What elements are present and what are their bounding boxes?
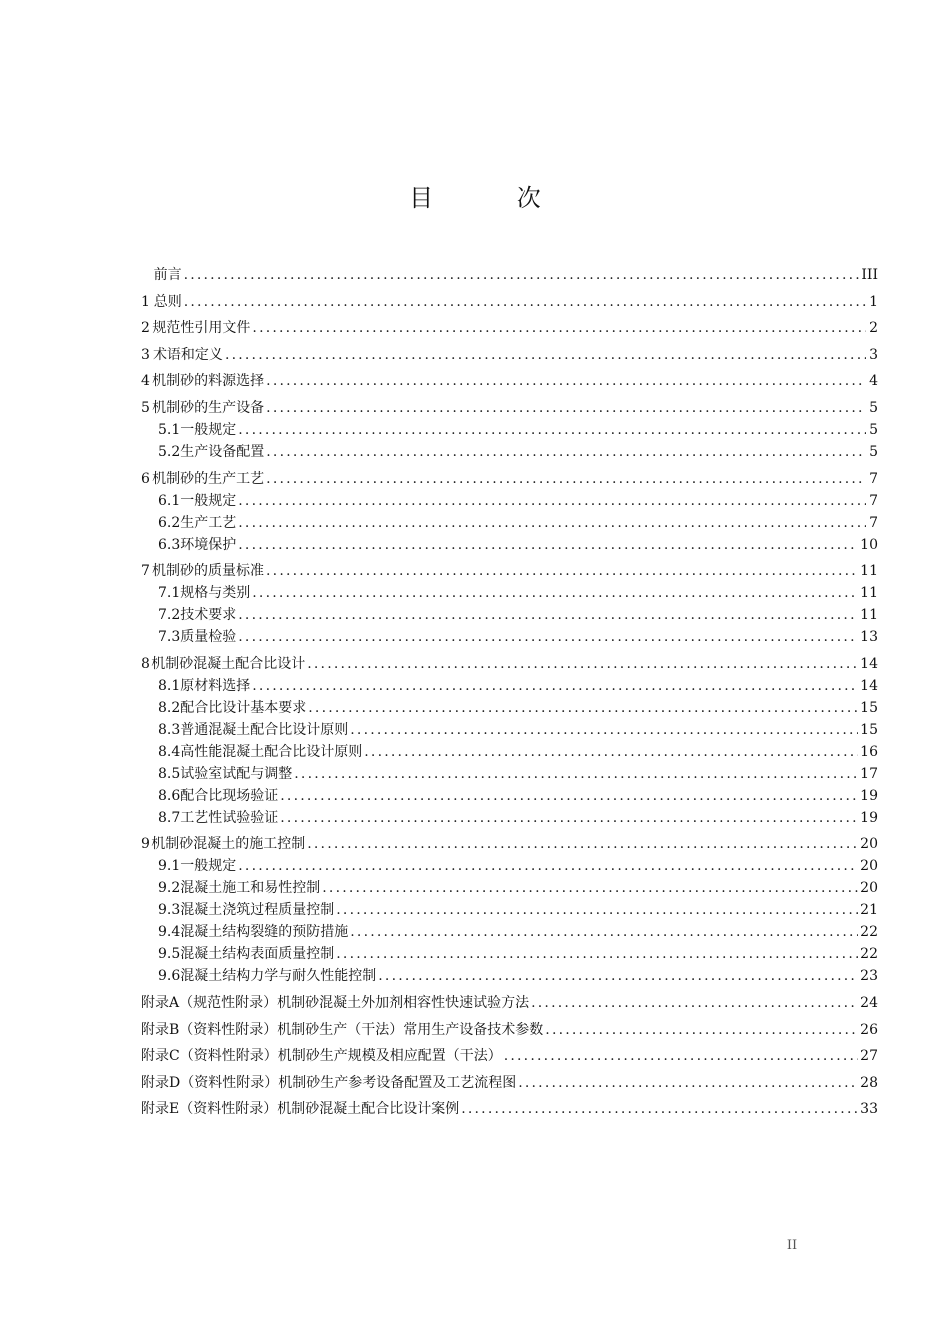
toc-entry[interactable] <box>141 783 878 805</box>
toc-entry[interactable] <box>141 695 878 717</box>
toc-entry-page: 11 <box>860 607 878 624</box>
toc-entry-page: 24 <box>860 994 878 1011</box>
toc-entry-label: 配合比设计基本要求 <box>180 699 307 716</box>
toc-entry-label: 前言 <box>153 267 182 283</box>
toc-entry[interactable] <box>141 532 878 554</box>
toc-entry-label: 机制砂生产规模及相应配置（干法） <box>277 1048 502 1065</box>
toc-entry[interactable] <box>141 673 878 695</box>
toc-entry-page: 11 <box>860 563 878 580</box>
toc-entry-label: 总则 <box>153 293 182 310</box>
toc-entry-label: 一般规定 <box>180 421 237 438</box>
toc-entry-page: 7 <box>869 470 878 487</box>
toc-entry[interactable] <box>141 624 878 646</box>
toc-entry[interactable] <box>141 466 878 488</box>
toc-entry-label: 一般规定 <box>180 858 237 875</box>
toc-entry-page: 19 <box>860 787 878 804</box>
toc-entry[interactable] <box>141 580 878 602</box>
toc-leader-dots <box>238 492 866 510</box>
toc-entry[interactable] <box>141 1070 878 1092</box>
toc-entry-label: 生产设备配置 <box>180 443 265 460</box>
toc-entry[interactable] <box>141 262 878 284</box>
toc-leader-dots <box>266 562 858 580</box>
toc-entry[interactable] <box>141 1096 878 1118</box>
toc-entry-number: 附录A（规范性附录） <box>141 994 278 1011</box>
toc-entry-page: 22 <box>860 946 878 963</box>
toc-entry-number: 3 <box>141 346 150 363</box>
toc-entry-label: 机制砂的生产设备 <box>152 399 265 416</box>
page-number: II <box>786 1238 798 1253</box>
toc-entry[interactable] <box>141 558 878 580</box>
toc-entry[interactable] <box>141 990 878 1012</box>
toc-leader-dots <box>225 346 866 364</box>
toc-entry-label: 机制砂混凝土配合比设计案例 <box>277 1101 460 1118</box>
toc-entry-page: 27 <box>860 1048 878 1065</box>
toc-entry-number: 7.1 <box>158 585 181 602</box>
toc-leader-dots <box>350 721 858 739</box>
toc-entry-label: 规格与类别 <box>180 585 251 602</box>
toc-leader-dots <box>308 699 858 717</box>
toc-entry[interactable] <box>141 510 878 532</box>
toc-entry-label: 高性能混凝土配合比设计原则 <box>180 743 363 760</box>
toc-entry[interactable] <box>141 717 878 739</box>
toc-leader-dots <box>280 809 858 827</box>
toc-entry-label: 机制砂混凝土的施工控制 <box>151 836 306 853</box>
toc-leader-dots <box>266 443 866 461</box>
toc-entry[interactable] <box>141 1043 878 1065</box>
toc-leader-dots <box>238 857 858 875</box>
toc-entry-page: 11 <box>860 585 878 602</box>
toc-leader-dots <box>238 628 858 646</box>
toc-entry[interactable] <box>141 831 878 853</box>
toc-leader-dots <box>280 787 858 805</box>
toc-entry[interactable] <box>141 488 878 510</box>
toc-entry-page: 20 <box>860 836 878 853</box>
toc-entry-number: 5.1 <box>158 421 181 438</box>
toc-entry-page: 5 <box>869 399 878 416</box>
toc-entry-page: 20 <box>860 880 878 897</box>
toc-leader-dots <box>322 879 858 897</box>
toc-leader-dots <box>184 293 866 311</box>
toc-leader-dots <box>531 994 858 1012</box>
toc-entry[interactable] <box>141 739 878 761</box>
toc-entry-label: 混凝土结构表面质量控制 <box>180 946 335 963</box>
toc-entry-page: 1 <box>869 293 878 310</box>
toc-leader-dots <box>238 606 858 624</box>
toc-leader-dots <box>238 514 866 532</box>
toc-leader-dots <box>350 923 858 941</box>
toc-entry-label: 机制砂生产参考设备配置及工艺流程图 <box>278 1074 517 1091</box>
toc-entry-number: 2 <box>141 320 150 337</box>
toc-entry[interactable] <box>141 761 878 783</box>
toc-leader-dots <box>307 835 858 853</box>
toc-entry[interactable] <box>141 853 878 875</box>
toc-entry-page: 5 <box>869 443 878 460</box>
toc-entry-number: 9.2 <box>158 880 181 897</box>
toc-leader-dots <box>545 1021 858 1039</box>
toc-entry-page: 7 <box>869 492 878 509</box>
table-of-contents <box>141 262 878 1118</box>
toc-entry-page: 16 <box>860 743 878 760</box>
toc-leader-dots <box>252 319 866 337</box>
toc-entry-label: 机制砂的料源选择 <box>152 373 265 390</box>
toc-entry-page: 3 <box>869 346 878 363</box>
toc-entry-page: 10 <box>860 536 878 553</box>
toc-entry-label: 技术要求 <box>180 607 237 624</box>
toc-leader-dots <box>252 584 858 602</box>
toc-leader-dots <box>266 470 866 488</box>
toc-entry-number: 8.2 <box>158 699 181 716</box>
toc-entry-number: 8.7 <box>158 809 181 826</box>
toc-entry-label: 生产工艺 <box>180 514 237 531</box>
toc-entry-number: 8 <box>141 655 150 672</box>
toc-entry-number: 1 <box>141 293 150 310</box>
toc-entry-page: 33 <box>860 1101 878 1118</box>
toc-entry-number: 9 <box>141 836 150 853</box>
toc-entry-label: 试验室试配与调整 <box>180 765 293 782</box>
toc-entry[interactable] <box>141 395 878 417</box>
toc-leader-dots <box>184 266 860 284</box>
toc-leader-dots <box>266 372 866 390</box>
toc-entry-number: 附录D（资料性附录） <box>141 1074 279 1091</box>
toc-entry-number: 8.4 <box>158 743 181 760</box>
toc-entry-label: 一般规定 <box>180 492 237 509</box>
toc-entry-label: 环境保护 <box>180 536 237 553</box>
toc-entry-page: 2 <box>869 320 878 337</box>
toc-entry-page: 17 <box>860 765 878 782</box>
toc-entry[interactable] <box>141 368 878 390</box>
toc-entry[interactable] <box>141 941 878 963</box>
toc-entry[interactable] <box>141 439 878 461</box>
toc-entry[interactable] <box>141 1017 878 1039</box>
toc-entry-number: 5 <box>141 399 150 416</box>
toc-entry-label: 普通混凝土配合比设计原则 <box>180 721 349 738</box>
toc-entry-number: 7.3 <box>158 629 181 646</box>
toc-entry-number: 附录C（资料性附录） <box>141 1048 278 1065</box>
toc-entry[interactable] <box>141 963 878 985</box>
toc-entry-label: 质量检验 <box>180 629 237 646</box>
toc-entry-number: 8.1 <box>158 677 181 694</box>
toc-entry[interactable] <box>141 342 878 364</box>
toc-entry-page: 7 <box>869 514 878 531</box>
toc-leader-dots <box>307 655 858 673</box>
toc-entry-label: 混凝土施工和易性控制 <box>180 880 321 897</box>
toc-entry-number: 9.4 <box>158 924 181 941</box>
toc-entry-number: 8.5 <box>158 765 181 782</box>
toc-entry-number: 9.6 <box>158 968 181 985</box>
toc-entry-page: 15 <box>860 699 878 716</box>
toc-entry-label: 混凝土结构裂缝的预防措施 <box>180 924 349 941</box>
toc-entry-label: 机制砂混凝土配合比设计 <box>151 655 306 672</box>
toc-entry-page: III <box>861 267 878 283</box>
toc-leader-dots <box>336 901 858 919</box>
toc-leader-dots <box>461 1100 858 1118</box>
toc-entry-page: 19 <box>860 809 878 826</box>
toc-entry[interactable] <box>141 417 878 439</box>
toc-entry-page: 13 <box>860 629 878 646</box>
toc-entry-label: 机制砂的生产工艺 <box>152 470 265 487</box>
toc-leader-dots <box>336 945 858 963</box>
toc-entry-label: 机制砂的质量标准 <box>152 563 265 580</box>
toc-entry-label: 混凝土结构力学与耐久性能控制 <box>180 968 377 985</box>
toc-entry-page: 26 <box>860 1021 878 1038</box>
toc-leader-dots <box>504 1047 858 1065</box>
toc-leader-dots <box>518 1074 858 1092</box>
toc-entry-number: 8.6 <box>158 787 181 804</box>
toc-entry-page: 4 <box>869 373 878 390</box>
toc-entry-label: 规范性引用文件 <box>152 320 251 337</box>
toc-entry[interactable] <box>141 602 878 624</box>
toc-entry-number: 9.5 <box>158 946 181 963</box>
toc-entry[interactable] <box>141 875 878 897</box>
toc-leader-dots <box>266 399 866 417</box>
toc-entry-label: 配合比现场验证 <box>180 787 279 804</box>
toc-entry-page: 5 <box>869 421 878 438</box>
toc-entry-number: 7 <box>141 563 150 580</box>
toc-entry-number: 8.3 <box>158 721 181 738</box>
toc-entry[interactable] <box>141 315 878 337</box>
toc-title: 目 次 <box>409 184 579 212</box>
toc-entry-page: 20 <box>860 858 878 875</box>
toc-entry-page: 21 <box>860 902 878 919</box>
toc-entry-page: 14 <box>860 655 878 672</box>
toc-entry-number: 9.3 <box>158 902 181 919</box>
toc-entry-label: 工艺性试验验证 <box>180 809 279 826</box>
toc-entry-number: 6.3 <box>158 536 181 553</box>
toc-entry-number: 4 <box>141 373 150 390</box>
toc-entry-page: 28 <box>860 1074 878 1091</box>
toc-entry[interactable] <box>141 897 878 919</box>
toc-entry-page: 23 <box>860 968 878 985</box>
toc-leader-dots <box>378 967 858 985</box>
toc-leader-dots <box>238 536 858 554</box>
toc-entry-number: 5.2 <box>158 443 181 460</box>
toc-entry-page: 22 <box>860 924 878 941</box>
toc-leader-dots <box>294 765 858 783</box>
toc-entry-page: 14 <box>860 677 878 694</box>
toc-entry-number: 附录E（资料性附录） <box>141 1101 278 1118</box>
toc-entry-number: 附录B（资料性附录） <box>141 1021 278 1038</box>
toc-entry-number: 6.2 <box>158 514 181 531</box>
toc-entry-number: 6.1 <box>158 492 181 509</box>
toc-leader-dots <box>238 421 866 439</box>
toc-entry[interactable] <box>141 805 878 827</box>
toc-entry-number: 9.1 <box>158 858 181 875</box>
toc-entry-label: 原材料选择 <box>180 677 251 694</box>
toc-entry-label: 混凝土浇筑过程质量控制 <box>180 902 335 919</box>
toc-entry-label: 机制砂混凝土外加剂相容性快速试验方法 <box>277 994 530 1011</box>
toc-entry[interactable] <box>141 919 878 941</box>
toc-entry-number: 6 <box>141 470 150 487</box>
toc-leader-dots <box>364 743 858 761</box>
toc-leader-dots <box>252 677 858 695</box>
toc-entry-number: 7.2 <box>158 607 181 624</box>
toc-entry-label: 机制砂生产（干法）常用生产设备技术参数 <box>277 1021 544 1038</box>
toc-entry[interactable] <box>141 289 878 311</box>
toc-entry-label: 术语和定义 <box>152 346 223 363</box>
toc-entry[interactable] <box>141 651 878 673</box>
toc-entry-page: 15 <box>860 721 878 738</box>
